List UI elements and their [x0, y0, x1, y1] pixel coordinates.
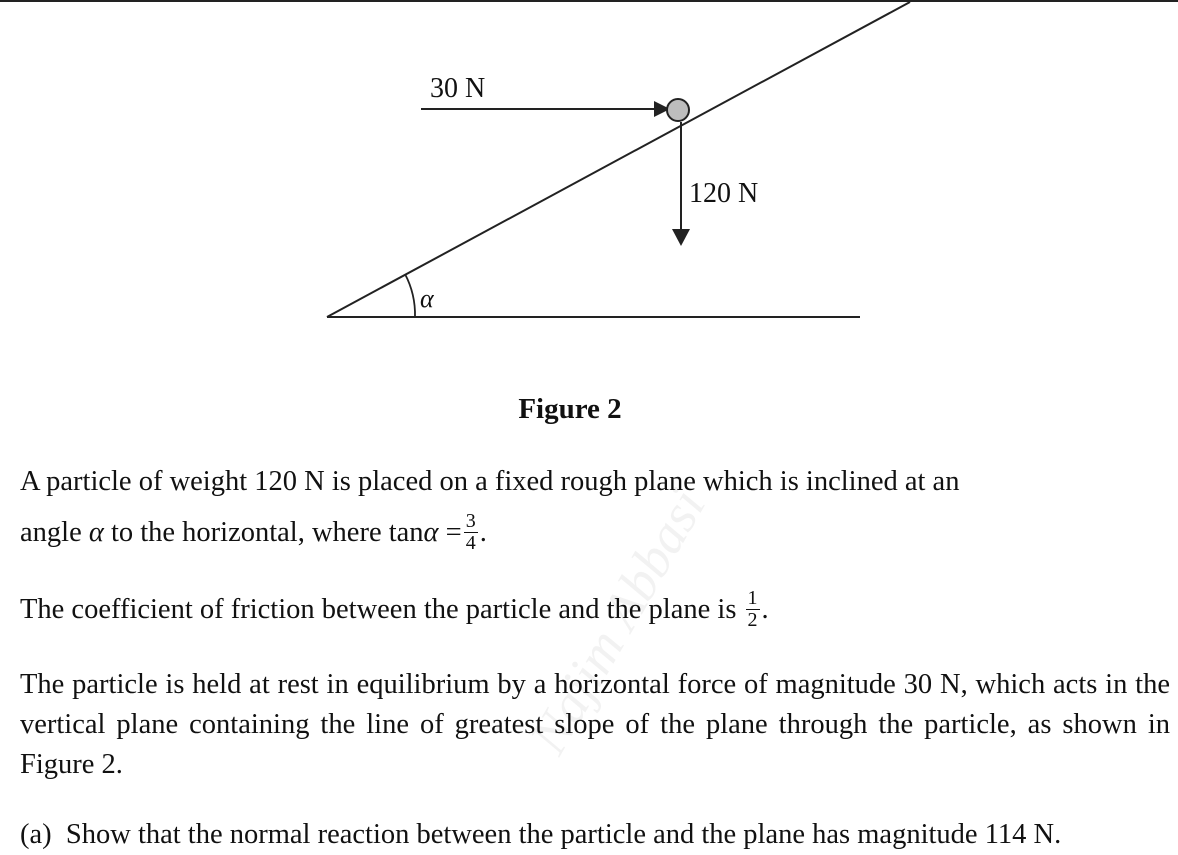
- horizontal-force-label: 30 N: [430, 73, 486, 104]
- equals-sign: =: [445, 517, 462, 549]
- sentence-end: .: [479, 517, 487, 549]
- part-a-label: (a): [20, 819, 52, 850]
- tan-fraction-denominator: 4: [465, 532, 476, 554]
- friction-fraction-numerator: 1: [747, 587, 758, 609]
- inclined-plane-line: [327, 2, 910, 317]
- friction-fraction: [746, 588, 760, 631]
- paragraph-2: [20, 587, 1170, 633]
- tan-fraction-numerator: 3: [465, 510, 476, 532]
- horizontal-text: to the horizontal, where: [110, 517, 382, 549]
- alpha-symbol-2: α: [423, 517, 439, 549]
- friction-text: The coefficient of friction between the particle and the plane is: [20, 594, 737, 626]
- weight-force-label: 120 N: [689, 178, 759, 209]
- part-a-text: Show that the normal reaction between the particle and the plane has magnitude 114 N.: [65, 819, 1062, 850]
- angle-arc: [405, 274, 415, 317]
- angle-text: angle: [20, 517, 82, 549]
- friction-fraction-denominator: 2: [747, 609, 758, 631]
- particle: [667, 99, 689, 121]
- paragraph-1-line-2: [20, 510, 1170, 556]
- paragraph-3: The particle is held at rest in equilibrium by a horizontal force of magnitude 30 N, which acts in the vertical plane containing the line of greatest slope of the plane through the particle, as shown in Figure 2.: [20, 669, 1170, 780]
- tan-text: tan: [388, 517, 424, 549]
- weight-force-arrowhead: [672, 229, 690, 246]
- watermark: Najim Abbasi: [517, 478, 717, 764]
- angle-label: α: [420, 284, 434, 313]
- sentence-end-2: .: [761, 594, 769, 626]
- paragraph-1-line-1: A particle of weight 120 N is placed on a fixed rough plane which is inclined at an: [20, 466, 960, 497]
- part-a: [20, 815, 1170, 855]
- figure-caption: Figure 2: [518, 393, 622, 425]
- tan-fraction: [464, 511, 478, 554]
- inclined-plane-diagram: [0, 0, 1178, 360]
- alpha-symbol: α: [88, 517, 104, 549]
